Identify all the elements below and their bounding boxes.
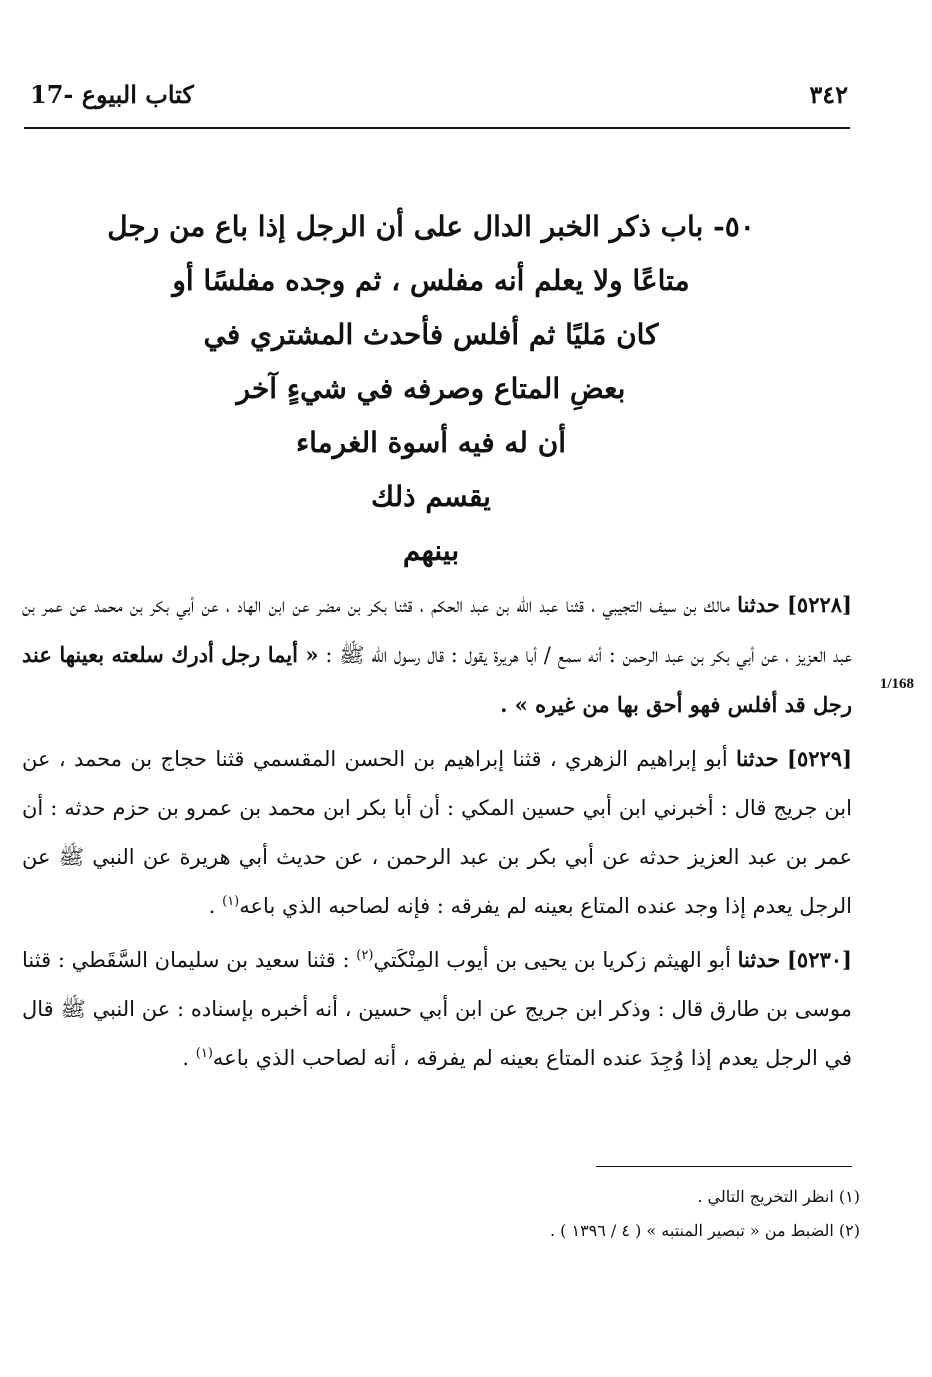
chapter-title-line: أن له فيه أسوة الغرماء [295,426,567,459]
chapter-title-line: بينهم [402,534,460,567]
hadith-body [22,580,852,1087]
footnote: (١) انظر التخريج التالي . [697,1187,860,1206]
hadith-text: : قثنا سعيد بن سليمان السَّقَطي : قثنا موسى بن طارق قال : وذكر ابن جريج عن ابن أبي حسين ، أنه أخبره بإسناده : عن النبي ﷺ قال في الرجل يعدم إذا وُجِدَ عنده المتاع بعينه لم يفرقه ، أنه لصاحب الذي باعه [22,948,852,1070]
chapter-title-line: كان مَليًا ثم أفلس فأحدث المشتري في [203,318,659,351]
hadith-intro: حدثنا [737,592,780,617]
page-number: ٣٤٢ [809,80,848,109]
hadith-end: . [182,1046,190,1070]
hadith-matn: « أيما رجل أدرك سلعته بعينها عند رجل قد أفلس فهو أحق بها من غيره » . [22,642,852,717]
hadith-paragraph [22,734,852,931]
hadith-text: أبو إبراهيم الزهري ، قثنا إبراهيم بن الحسن المقسمي قثنا حجاج بن محمد ، عن ابن جريج قال : أخبرني ابن أبي حسين المكي : أن أبا بكر ابن محمد بن عمرو بن حزم حدثه : أن عمر بن عبد العزيز حدثه عن أبي بكر بن عبد الرحمن ، عن حديث أبي هريرة عن النبي ﷺ عن الرجل يعدم إذا وجد عنده المتاع بعينه لم يفرقه : فإنه لصاحبه الذي باعه [22,747,852,918]
hadith-paragraph [22,580,852,730]
header-rule [24,127,850,129]
hadith-text: أبو الهيثم زكريا بن يحيى بن أيوب المِنْكَتي [373,948,731,972]
chapter-title-line: يقسم ذلك [371,480,491,513]
chapter-title [90,200,772,578]
hadith-number: [٥٢٢٩] [787,746,852,771]
footnotes [300,1180,860,1248]
hadith-paragraph [22,935,852,1083]
chapter-title-line: ٥٠- باب ذكر الخبر الدال على أن الرجل إذا باع من رجل [107,210,755,243]
running-header-book-title: 17- كتاب البيوع [30,80,194,109]
hadith-number: [٥٢٣٠] [786,947,852,972]
footnote-reference: (١) [195,1046,213,1061]
hadith-chain: مالك بن سيف التجيبي ، قثنا عبد الله بن عبد الحكم ، قثنا بكر بن مضر عن ابن الهاد ، عن أبي بكر بن محمد عن عمر بن عبد العزيز ، عن أبي بكر بن عبد الرحمن : أنه سمع / أبا هريرة يقول : قال رسول الله ﷺ : [22,593,852,667]
chapter-title-line: بعضِ المتاع وصرفه في شيءٍ آخر [236,372,626,405]
hadith-intro: حدثنا [737,947,781,972]
footnote-reference: (١) [222,894,240,909]
hadith-number: [٥٢٢٨] [786,592,852,617]
hadith-intro: حدثنا [736,746,779,771]
footnote-rule [596,1166,852,1167]
manuscript-folio-note: 1/168 [879,676,914,692]
footnote-reference: (٢) [356,948,374,963]
hadith-end: . [208,894,216,918]
footnote: (٢) الضبط من « تبصير المنتبه » ( ٤ / ١٣٩٦ ) . [549,1221,860,1240]
chapter-title-line: متاعًا ولا يعلم أنه مفلس ، ثم وجده مفلسًا أو [172,264,690,297]
